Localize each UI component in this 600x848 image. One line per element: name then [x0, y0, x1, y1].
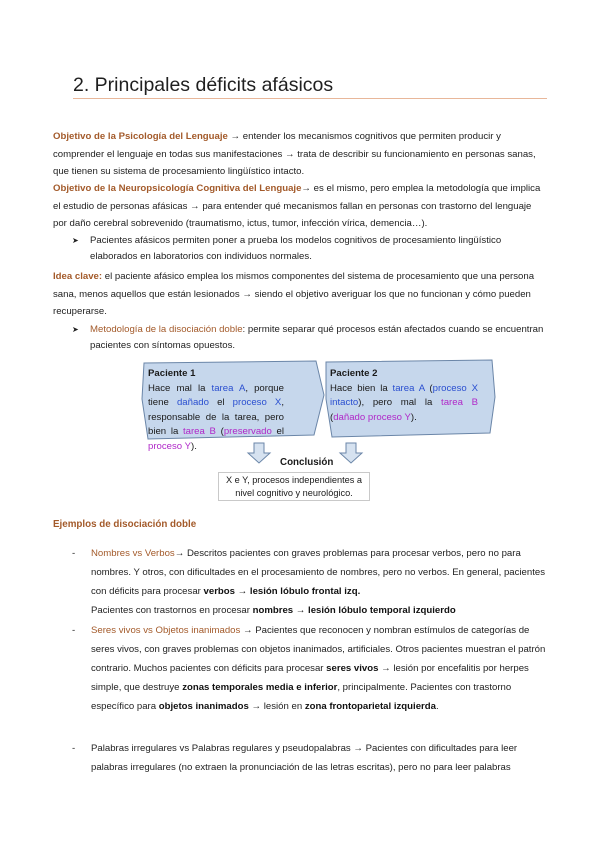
- patient2-box: Paciente 2 Hace bien la tarea A (proceso X intacto), pero mal la tarea B (dañado proceso Y).: [330, 368, 478, 423]
- paragraph-text: es el mismo, pero emplea la metodología que implica el estudio de personas afásicas → para entender qué mecanismos fallan en personas con trastorno del lenguaje por daño cerebral sobrevenido (traumatismo, ictus, tumor, infección vírica, demencia…).: [53, 183, 541, 229]
- example-text: Seres vivos vs Objetos inanimados → Pacientes que reconocen y nombran estímulos de categorías de seres vivos, con graves problemas con objetos inanimados, artificiales. Otros pacientes muestran el patrón contrario. Muchos pacientes con déficits para procesar seres vivos → lesión por encefalitis por herpes simple, que destruye zonas temporales media e inferior, principalmente. Pacientes con trastorno específico para objetos inanimados → lesión en zona frontoparietal izquierda.: [91, 625, 546, 712]
- page-title: 2. Principales déficits afásicos: [73, 74, 334, 96]
- example-nombres-verbos: [73, 545, 547, 621]
- patient1-box: Paciente 1 Hace mal la tarea A, porque tiene dañado el proceso X, responsable de la tarea, pero bien la tarea B (preservado el proceso Y).: [148, 368, 284, 452]
- patient1-title: Paciente 1: [148, 368, 196, 379]
- paragraph-text: entender los mecanismos cognitivos que permiten producir y comprender el lenguaje en todas sus manifestaciones → trata de describir su funcionamiento en personas sanas, que tienen su sistema de procesamiento lingüístico intacto.: [53, 131, 536, 177]
- lead-neuropsicologia: Objetivo de la Neuropsicología Cognitiva del Lenguaje: [53, 183, 302, 194]
- lead-psicologia: Objetivo de la Psicología del Lenguaje: [53, 131, 228, 142]
- paragraph-text: el paciente afásico emplea los mismos componentes del sistema de procesamiento que una persona sana, menos aquellos que están lesionados → siendo el objetivo averiguar los que no funcionan y cómo pueden recuperarse.: [53, 271, 535, 317]
- metodologia-text: : permite separar qué procesos están afectados cuando se encuentran pacientes con síntomas opuestos.: [90, 324, 544, 351]
- title-divider: [73, 98, 547, 99]
- conclusion-title: Conclusión: [280, 457, 334, 468]
- example-palabras-irregulares: [73, 740, 547, 778]
- example-text: Palabras irregulares vs Palabras regulares y pseudopalabras → Pacientes con dificultades para leer palabras irregulares (no extraen la pronunciación de las letras escritas), pero no para leer palabras: [91, 743, 518, 773]
- bullet-metodologia: [73, 322, 547, 353]
- arrowhead-bullet-icon: ➤: [72, 236, 79, 245]
- patient2-title: Paciente 2: [330, 368, 378, 379]
- conclusion-box: X e Y, procesos independientes a nivel cognitivo y neurológico.: [218, 472, 370, 501]
- metodologia-lead: Metodología de la disociación doble: [90, 324, 243, 335]
- dash-bullet: -: [72, 625, 76, 636]
- dash-bullet: -: [72, 548, 76, 559]
- bullet-text: Pacientes afásicos permiten poner a prueba los modelos cognitivos de procesamiento lingüístico elaborados en laboratorios con individuos normales.: [90, 235, 502, 262]
- paragraph-psicologia-objective: [53, 128, 547, 181]
- examples-heading: Ejemplos de disociación doble: [53, 519, 197, 530]
- example-seres-vivos: [73, 622, 547, 717]
- paragraph-idea-clave: [53, 268, 547, 321]
- arrowhead-bullet-icon: ➤: [72, 325, 79, 334]
- bullet-pacientes-afasicos: [73, 233, 547, 264]
- example-text: Nombres vs Verbos→ Descritos pacientes con graves problemas para procesar verbos, pero no para nombres. Y otros, con dificultades en el procesamiento de nombres, pero no verbos. En general, pacientes con déficits para procesar verbos → lesión lóbulo frontal izq. Pacientes con trastornos en procesar nombres → lesión lóbulo temporal izquierdo: [91, 548, 546, 616]
- down-arrow-right-icon: [340, 443, 362, 463]
- paragraph-neuropsicologia-objective: [53, 180, 547, 233]
- lead-idea-clave: Idea clave:: [53, 271, 103, 282]
- dash-bullet: -: [72, 743, 76, 754]
- bullet-text: [90, 322, 547, 353]
- dissociation-diagram: [140, 357, 560, 507]
- arrow-icon: →: [301, 183, 312, 194]
- arrow-icon: →: [230, 131, 241, 142]
